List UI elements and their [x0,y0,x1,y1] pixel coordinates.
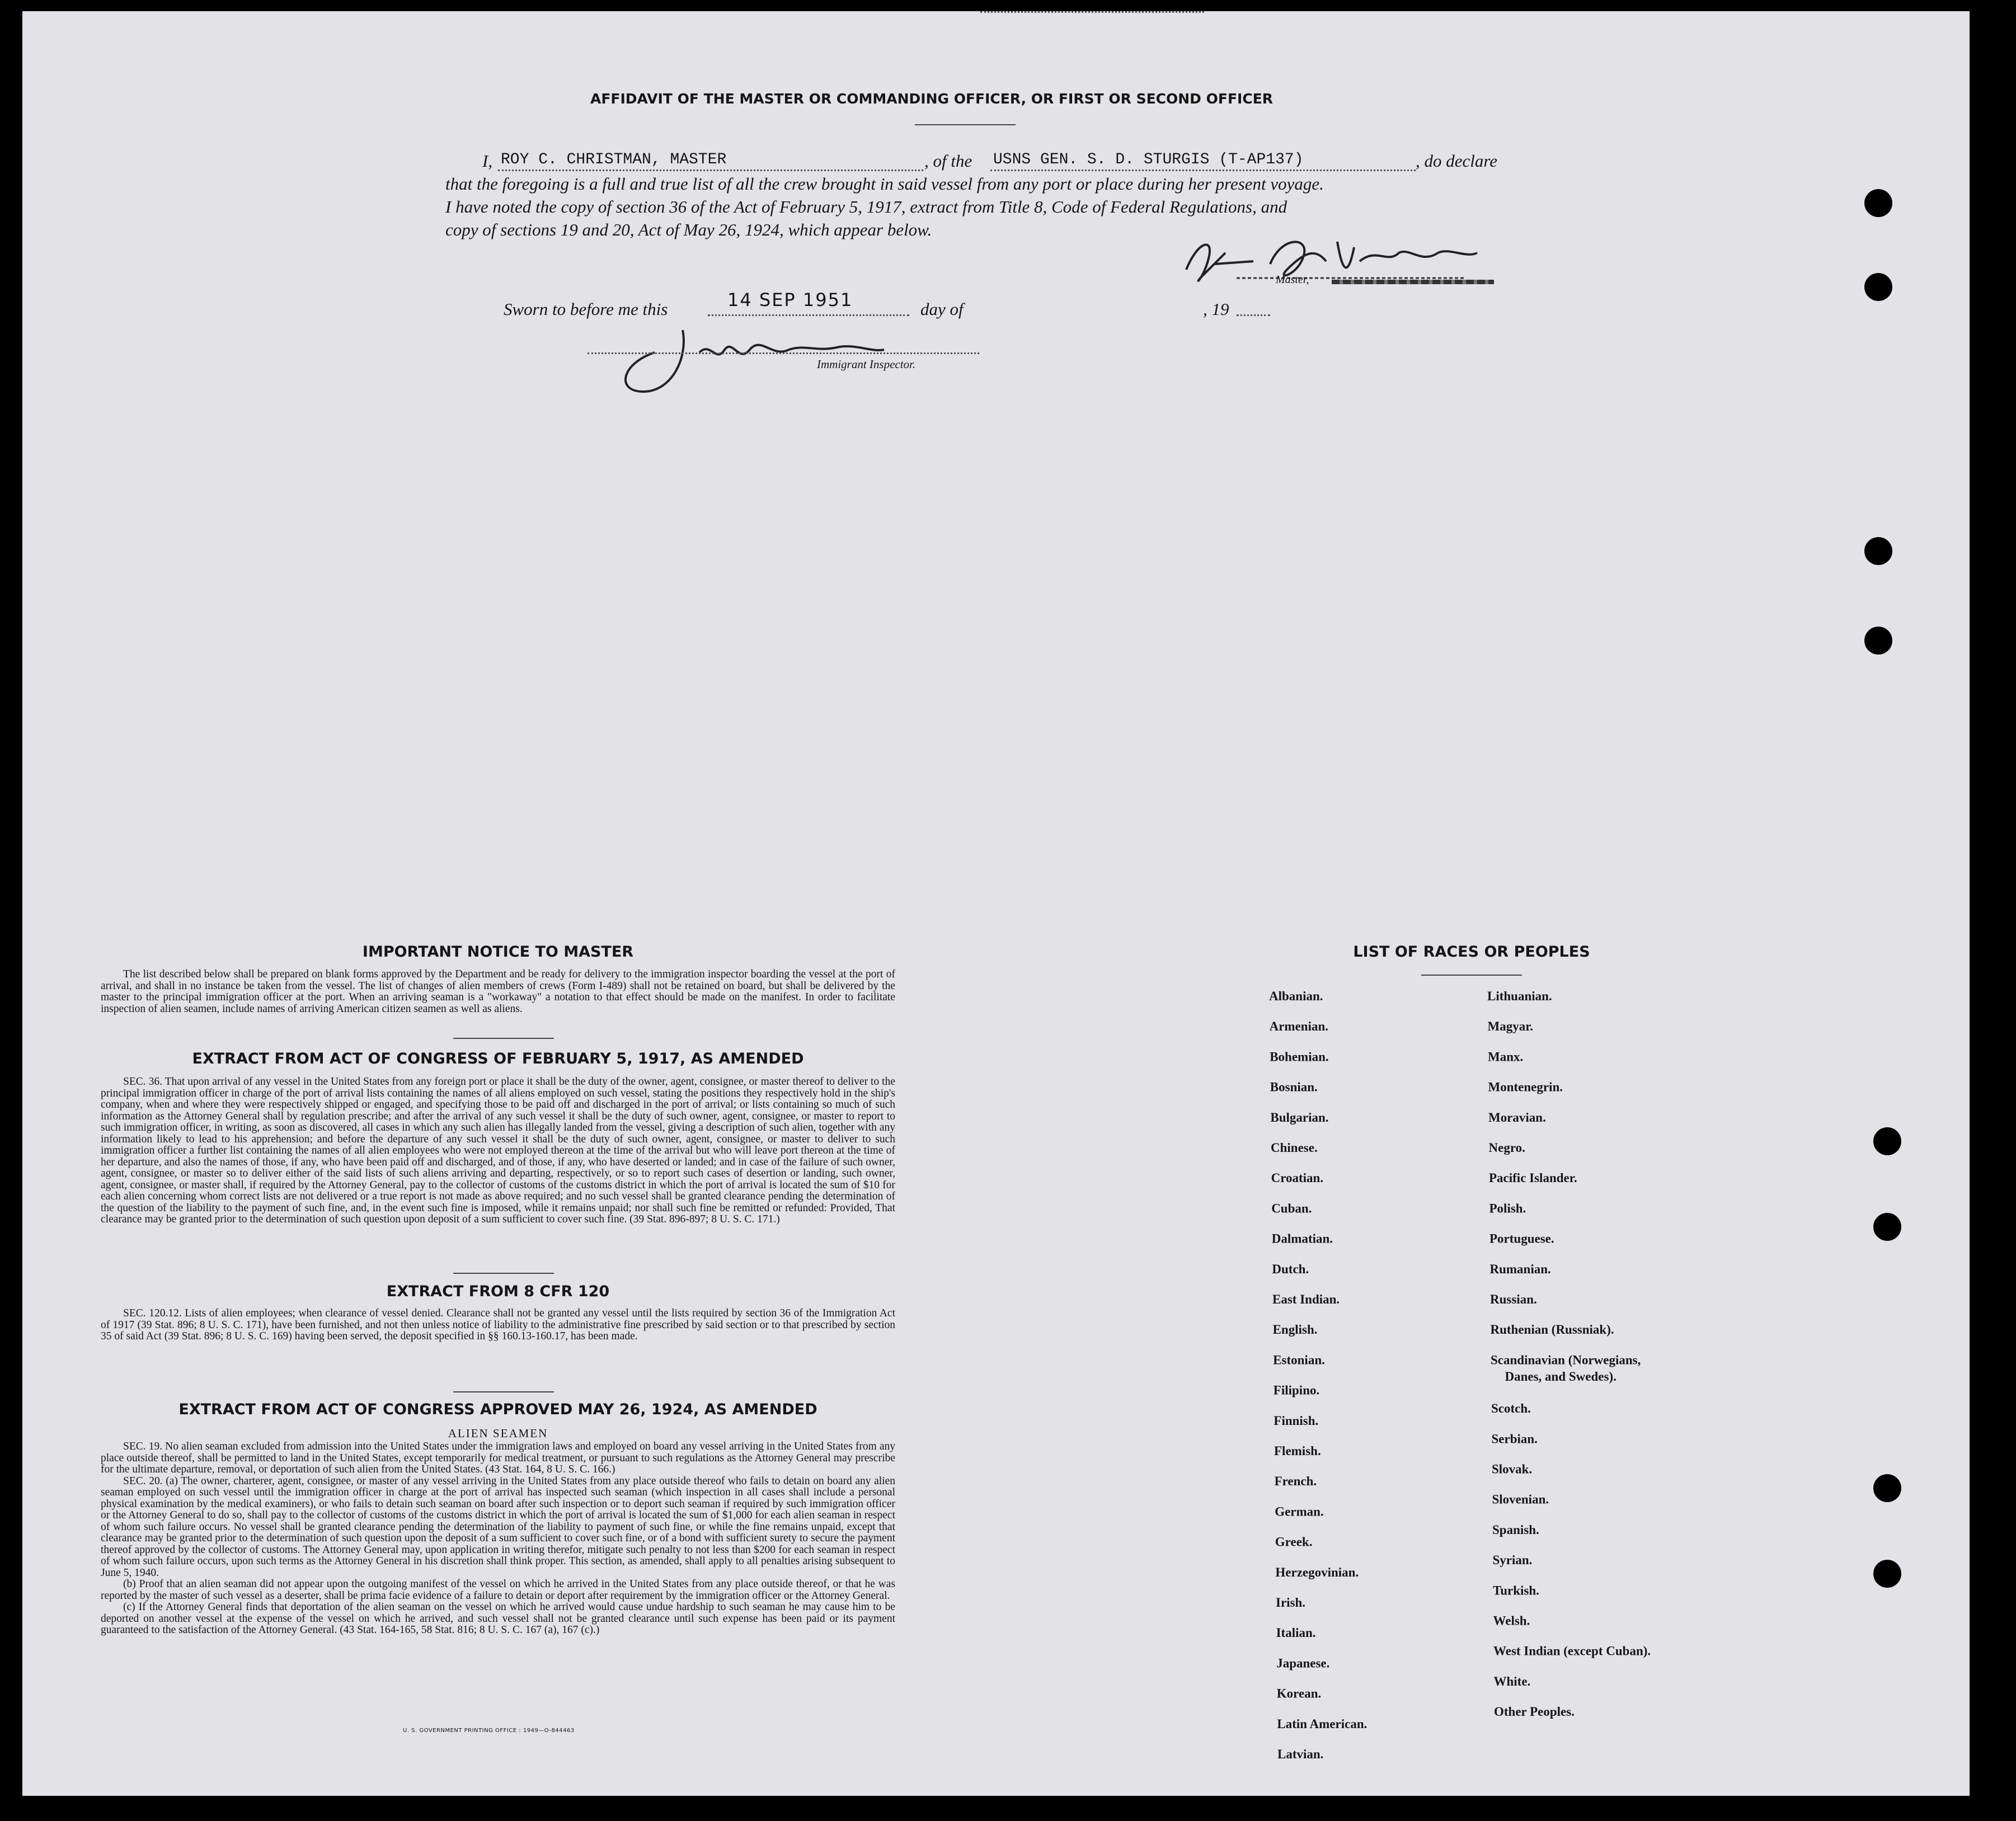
punch-hole [1873,1560,1901,1588]
notice-body-block [101,969,895,1015]
race-col1-item: Bulgarian. [1270,1110,1329,1124]
race-col1-item: Cuban. [1271,1201,1312,1216]
punch-hole [1864,273,1892,301]
extract-1917-block [101,1076,895,1226]
race-col1-item: Italian. [1276,1626,1316,1640]
race-col2-item: Scandinavian (Norwegians, [1491,1353,1641,1367]
race-col2-item: Manx. [1488,1050,1524,1064]
race-col1-item: Filipino. [1273,1383,1320,1397]
month-line [980,11,1204,13]
race-col2-item: Russian. [1490,1292,1537,1306]
race-col2-item: Welsh. [1493,1613,1530,1628]
race-col1-item: German. [1275,1504,1324,1519]
punch-hole [1873,1213,1901,1241]
struck-out-text [1332,280,1494,284]
race-col1-item: Korean. [1276,1686,1322,1701]
extract-1924-sec20c: (c) If the Attorney General finds that deportation of the alien seaman on the vessel on which he arrived would cause undue hardship to such seaman he may cause him to be deported on another vessel at the expense of the vessel on which he arrived, and such vessel shall not be granted clearance until such expense has been paid or its payment guaranteed to the satisfaction of the Attorney General. (43 Stat. 164-165, 58 Stat. 816; 8 U. S. C. 167 (a), 167 (c).) [101,1601,895,1636]
races-title: LIST OF RACES OR PEOPLES [1353,943,1590,961]
year-label: , 19 [1203,299,1229,319]
race-col2-item: Syrian. [1492,1553,1533,1568]
race-col2-item: Polish. [1489,1201,1526,1216]
race-col1-item: Bohemian. [1270,1050,1329,1064]
race-col2-item: Lithuanian. [1487,989,1552,1003]
extract-cfr-body: SEC. 120.12. Lists of alien employees; when clearance of vessel denied. Clearance shall not be granted any vessel until the lists required by section 36 of the Immigration Act of 1917 (39 Stat. 896; 8 U. S. C. 171), have been furnished, and not then unless notice of liability to the administrative fine prescribed by said section or to that prescribed by section 35 of said Act (39 Stat. 896; 8 U. S. C. 169) having been served, the deposit specified in §§ 160.13-160.17, has been made. [101,1307,895,1342]
sworn-date-line [708,314,909,316]
race-col1-item: East Indian. [1272,1292,1340,1306]
punch-hole [1864,537,1892,565]
race-col1-item: Japanese. [1276,1656,1330,1671]
year-line [1237,314,1270,316]
race-col1-item: Herzegovinian. [1275,1565,1359,1579]
race-col1-item: Finnish. [1273,1413,1319,1428]
divider [453,1391,554,1392]
notice-title: IMPORTANT NOTICE TO MASTER [362,943,634,961]
punch-hole [1864,627,1892,655]
race-col1-item: Dalmatian. [1271,1231,1333,1246]
race-col1-item: Croatian. [1271,1171,1324,1185]
race-col1-item: Flemish. [1274,1444,1321,1458]
sworn-label: Sworn to before me this [504,299,668,319]
inspector-line [588,352,979,354]
race-col1-item: Albanian. [1269,989,1323,1003]
master-name-field: ROY C. CHRISTMAN, MASTER [501,151,727,168]
race-col2-item: Slovenian. [1492,1492,1549,1507]
race-col2-item: Ruthenian (Russniak). [1490,1323,1614,1337]
race-col1-item: English. [1272,1323,1318,1337]
race-col2-item: Serbian. [1491,1432,1538,1446]
race-col2-item: West Indian (except Cuban). [1493,1644,1651,1658]
affidavit-of-the: , of the [924,151,972,171]
extract-1924-sec20a: SEC. 20. (a) The owner, charterer, agent, consignee, or master of any vessel arriving in the United States from any place outside thereof who fails to detain on board any alien seaman employed on such vessel until the immigration officer in charge at the port of arrival has inspected such seaman (which inspection in all cases shall include a personal physical examination by the medical examiners), or who fails to detain such seaman on board after such inspection or to deport such seaman if required by such immigration officer or the Attorney General to do so, shall pay to the collector of customs of the customs district in which the port of arrival is located the sum of $1,000 for each alien seaman in respect of whom such failure occurs. No vessel shall be granted clearance pending the determination of the liability to payment of such fine, or while the fine remains unpaid, except that clearance may be granted prior to the determination of such question upon the deposit of a sum sufficient to cover such fine, or of a bond with sufficient surety to secure the payment thereof approved by the collector of customs. The Attorney General may, upon application in writing therefor, mitigate such penalty to not less than $200 for each seaman in respect of whom such failure occurs, upon such terms as the Attorney General in his discretion shall think proper. This section, as amended, shall apply to all penalties arising subsequent to June 5, 1940. [101,1475,895,1579]
extract-1924-sec19: SEC. 19. No alien seaman excluded from admission into the United States under the immigration laws and employed on board any vessel arriving in the United States from any place outside thereof, shall be permitted to land in the United States, except temporarily for medical treatment, or pursuant to such regulations as the Attorney General may prescribe for the ultimate departure, removal, or deportation of such alien from the United States. (43 Stat. 164, 8 U. S. C. 166.) [101,1441,895,1475]
document-page [22,11,1970,1796]
race-col2-item: Pacific Islander. [1489,1171,1577,1185]
race-col1-item: Dutch. [1272,1262,1309,1276]
race-col2-item: White. [1493,1674,1531,1688]
inspector-caption: Immigrant Inspector. [817,357,916,371]
race-col1-item: Irish. [1276,1596,1306,1610]
punch-hole [1873,1127,1901,1155]
race-col1-item: Estonian. [1273,1353,1325,1367]
extract-1924-sec20b: (b) Proof that an alien seaman did not appear upon the outgoing manifest of the vessel on which he arrived in the United States from any place outside thereof, or that he was reported by the master of such vessel as a deserter, shall be prima facie evidence of a failure to detain or deport after requirement by the immigration officer or the Attorney General. [101,1578,895,1602]
race-col2-item: Danes, and Swedes). [1505,1370,1616,1384]
affidavit-i: I, [482,151,493,171]
affidavit-line-4: copy of sections 19 and 20, Act of May 26, 1924, which appear below. [445,220,932,239]
printing-office-imprint: U. S. GOVERNMENT PRINTING OFFICE : 1949—O-844463 [403,1728,575,1734]
race-col2-item: Rumanian. [1489,1262,1551,1276]
divider [915,124,1016,125]
races-list [1141,979,1813,1773]
vessel-name-line [990,170,1416,171]
race-col1-item: Armenian. [1269,1019,1329,1034]
extract-1924-block [101,1441,895,1636]
race-col2-item: Portuguese. [1489,1231,1554,1246]
extract-1924-subtitle: ALIEN SEAMEN [448,1427,548,1440]
affidavit-line-3: I have noted the copy of section 36 of the Act of February 5, 1917, extract from Title 8, Code of Federal Regulations, and [445,197,1287,217]
punch-hole [1864,189,1892,217]
affidavit-title: AFFIDAVIT OF THE MASTER OR COMMANDING OFFICER, OR FIRST OR SECOND OFFICER [590,91,1273,107]
master-name-line [498,170,923,171]
extract-cfr-block [101,1308,895,1343]
affidavit-do-declare: , do declare [1416,151,1498,171]
race-col1-item: Bosnian. [1270,1080,1318,1094]
race-col2-item: Magyar. [1487,1019,1534,1034]
notice-body: The list described below shall be prepared on blank forms approved by the Department and be ready for delivery to the immigration inspector boarding the vessel at the port of arrival, and shall in no instance be taken from the vessel. The list of changes of alien members of crews (Form I-489) shall not be retained on board, but shall be delivered by the master to the principal immigration officer at the port. When an arriving seaman is a "workaway" a notation to that effect should be made on the manifest. In order to facilitate inspection of alien seamen, include names of arriving American citizen seamen as well as aliens. [101,968,895,1015]
divider [453,1038,554,1039]
race-col1-item: Chinese. [1271,1141,1318,1155]
race-col2-item: Negro. [1488,1141,1525,1155]
race-col2-item: Montenegrin. [1488,1080,1563,1094]
race-col1-item: Greek. [1275,1535,1313,1549]
extract-1917-body: SEC. 36. That upon arrival of any vessel in the United States from any foreign port or place it shall be the duty of the owner, agent, consignee, or master thereof to deliver to the principal immigration officer in charge of the port of arrival lists containing the names of all aliens employed on such vessel, stating the positions they respectively hold in the ship's company, when and where they were respectively shipped or engaged, and specifying those to be paid off and discharged in the port of arrival; or lists containing so much of such information as the Attorney General shall by regulation prescribe; and after the arrival of any such vessel it shall be the duty of such owner, agent, consignee, or master to report to such immigration officer, in writing, as soon as discovered, all cases in which any such alien has illegally landed from the vessel, giving a description of such alien, together with any information likely to lead to his apprehension; and before the departure of any such vessel it shall be the duty of such owner, agent, consignee, or master to deliver to such immigration officer a further list containing the names of all alien employees who were not employed thereon at the time of the arrival but who will leave port thereon at the time of her departure, and also the names of those, if any, who have been paid off and discharged, and of those, if any, who have deserted or landed; and in case of the failure of such owner, agent, consignee, or master so to deliver either of the said lists of such aliens arriving and departing, respectively, or so to report such cases of desertion or landing, such owner, agent, consignee, or master shall, if required by the Attorney General, pay to the collector of customs of the customs district in which the port of arrival is located the sum of $10 for each alien concerning whom correct lists are not delivered or a true report is not made as above required; and no such vessel shall be granted clearance pending the determination of the question of the liability to the payment of such fine, and, in the event such fine is imposed, while it remains unpaid; nor shall such fine be remitted or refunded: Provided, That clearance may be granted prior to the determination of such question upon deposit of a sum sufficient to cover such fine. (39 Stat. 896-897; 8 U. S. C. 171.) [101,1076,895,1225]
race-col2-item: Spanish. [1492,1522,1539,1537]
race-col2-item: Turkish. [1493,1583,1539,1598]
race-col1-item: Latin American. [1277,1716,1368,1731]
race-col2-item: Other Peoples. [1494,1705,1575,1719]
punch-hole [1873,1474,1901,1502]
race-col2-item: Scotch. [1491,1401,1531,1416]
race-col1-item: Latvian. [1277,1747,1324,1761]
race-col2-item: Moravian. [1488,1110,1546,1124]
affidavit-line-2: that the foregoing is a full and true list of all the crew brought in said vessel from any port or place during her present voyage. [445,174,1324,194]
race-col1-item: French. [1274,1474,1317,1489]
divider [1421,975,1522,976]
master-caption: Master, [1276,274,1309,286]
extract-cfr-title: EXTRACT FROM 8 CFR 120 [386,1283,610,1300]
vessel-name-field: USNS GEN. S. D. STURGIS (T-AP137) [993,151,1304,168]
extract-1924-title: EXTRACT FROM ACT OF CONGRESS APPROVED MAY 26, 1924, AS AMENDED [178,1401,817,1418]
race-col2-item: Slovak. [1492,1462,1533,1476]
extract-1917-title: EXTRACT FROM ACT OF CONGRESS OF FEBRUARY 5, 1917, AS AMENDED [192,1050,804,1067]
sworn-date-stamp: 14 SEP 1951 [727,289,853,310]
day-of-label: day of [920,299,964,319]
divider [453,1273,554,1274]
